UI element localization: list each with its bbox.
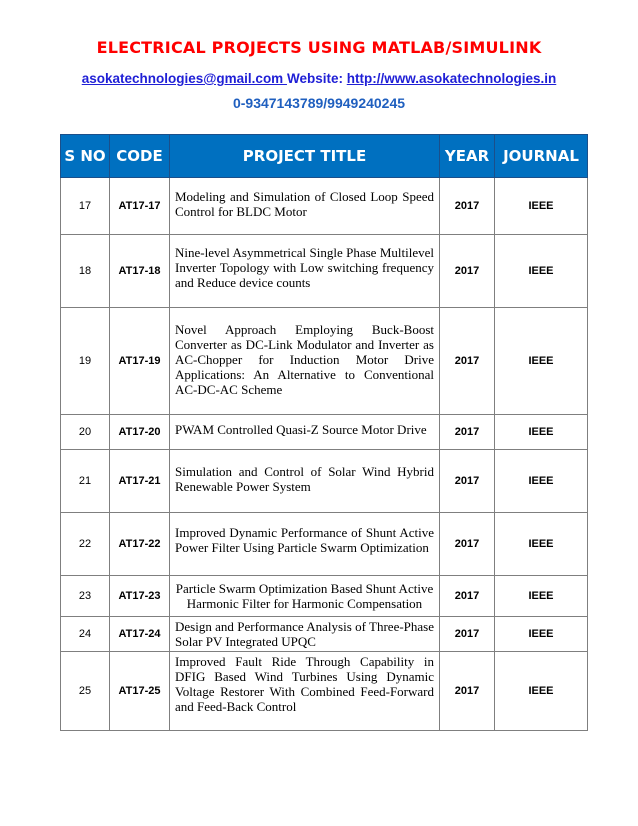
title-cell: Nine-level Asymmetrical Single Phase Multilevel Inverter Topology with Low switching frequency and Reduce device counts	[170, 235, 440, 308]
code-cell: AT17-22	[110, 513, 170, 576]
journal-cell: IEEE	[495, 450, 588, 513]
code-cell: AT17-25	[110, 652, 170, 731]
year-cell: 2017	[440, 235, 495, 308]
journal-cell: IEEE	[495, 178, 588, 235]
journal-cell: IEEE	[495, 576, 588, 617]
year-cell: 2017	[440, 513, 495, 576]
projects-table	[60, 134, 588, 731]
title-cell: Improved Dynamic Performance of Shunt Active Power Filter Using Particle Swarm Optimization	[170, 513, 440, 576]
journal-cell: IEEE	[495, 513, 588, 576]
code-cell: AT17-24	[110, 617, 170, 652]
page-title: ELECTRICAL PROJECTS USING MATLAB/SIMULINK	[96, 38, 542, 57]
sno-cell: 18	[61, 235, 110, 308]
phone-number: 0-9347143789/9949240245	[232, 95, 406, 111]
table-row	[61, 450, 588, 513]
table-row	[61, 513, 588, 576]
column-header-code: CODE	[110, 135, 170, 178]
sno-cell: 19	[61, 308, 110, 415]
title-cell: PWAM Controlled Quasi-Z Source Motor Drive	[170, 415, 440, 450]
sno-cell: 22	[61, 513, 110, 576]
title-cell: Particle Swarm Optimization Based Shunt Active Harmonic Filter for Harmonic Compensation	[170, 576, 440, 617]
table-row	[61, 617, 588, 652]
table-row	[61, 652, 588, 731]
contact-line	[0, 71, 638, 86]
sno-cell: 24	[61, 617, 110, 652]
title-cell: Novel Approach Employing Buck-Boost Converter as DC-Link Modulator and Inverter as AC-Chopper for Induction Motor Drive Applications: An Alternative to Conventional AC-DC-AC Scheme	[170, 308, 440, 415]
table-row	[61, 235, 588, 308]
sno-cell: 20	[61, 415, 110, 450]
code-cell: AT17-20	[110, 415, 170, 450]
code-cell: AT17-19	[110, 308, 170, 415]
email-link[interactable]: asokatechnologies@gmail.com	[81, 71, 287, 86]
year-cell: 2017	[440, 617, 495, 652]
journal-cell: IEEE	[495, 652, 588, 731]
table-row	[61, 576, 588, 617]
year-cell: 2017	[440, 308, 495, 415]
year-cell: 2017	[440, 178, 495, 235]
journal-cell: IEEE	[495, 415, 588, 450]
title-cell: Improved Fault Ride Through Capability in DFIG Based Wind Turbines Using Dynamic Voltage Restorer With Combined Feed-Forward and Feed-Back Control	[170, 652, 440, 731]
sno-cell: 25	[61, 652, 110, 731]
table-row	[61, 415, 588, 450]
journal-cell: IEEE	[495, 617, 588, 652]
title-cell: Modeling and Simulation of Closed Loop Speed Control for BLDC Motor	[170, 178, 440, 235]
column-header-sno: S NO	[61, 135, 110, 178]
sno-cell: 23	[61, 576, 110, 617]
table-row	[61, 308, 588, 415]
title-cell: Simulation and Control of Solar Wind Hybrid Renewable Power System	[170, 450, 440, 513]
table-row	[61, 178, 588, 235]
sno-cell: 17	[61, 178, 110, 235]
website-link[interactable]: http://www.asokatechnologies.in	[346, 71, 557, 86]
table-header-row	[61, 135, 588, 178]
column-header-year: YEAR	[440, 135, 495, 178]
code-cell: AT17-17	[110, 178, 170, 235]
title-cell: Design and Performance Analysis of Three-Phase Solar PV Integrated UPQC	[170, 617, 440, 652]
column-header-journal: JOURNAL	[495, 135, 588, 178]
year-cell: 2017	[440, 652, 495, 731]
website-label: Website:	[286, 71, 343, 86]
code-cell: AT17-18	[110, 235, 170, 308]
sno-cell: 21	[61, 450, 110, 513]
journal-cell: IEEE	[495, 308, 588, 415]
journal-cell: IEEE	[495, 235, 588, 308]
year-cell: 2017	[440, 450, 495, 513]
column-header-title: PROJECT TITLE	[170, 135, 440, 178]
year-cell: 2017	[440, 415, 495, 450]
code-cell: AT17-21	[110, 450, 170, 513]
code-cell: AT17-23	[110, 576, 170, 617]
year-cell: 2017	[440, 576, 495, 617]
